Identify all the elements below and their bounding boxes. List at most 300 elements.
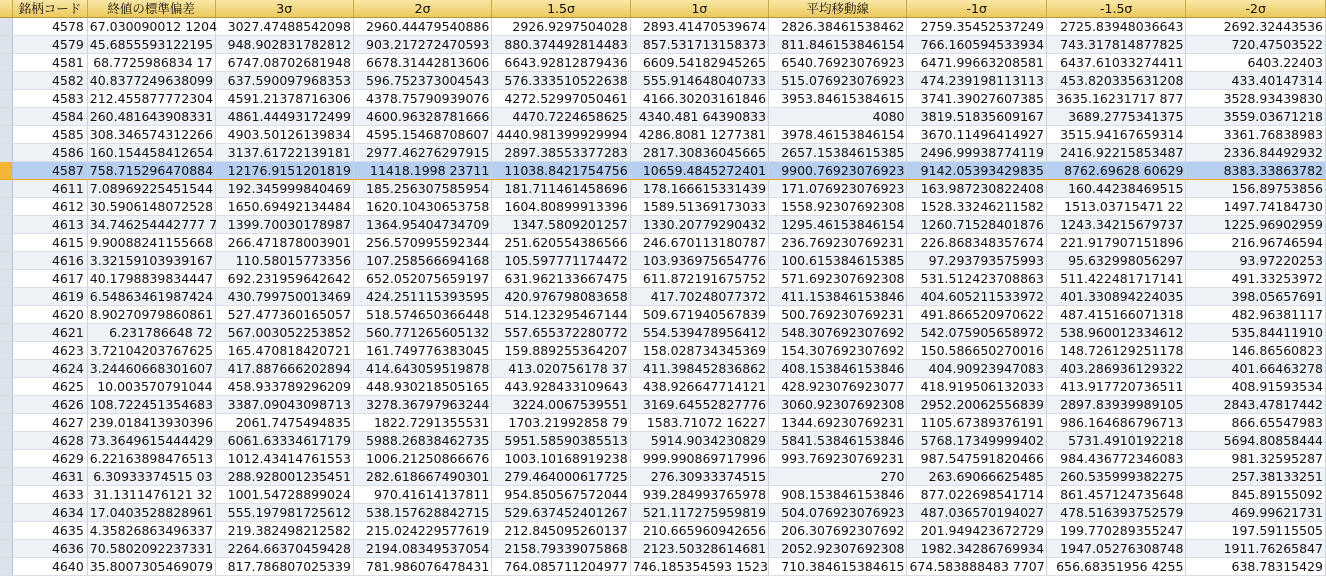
cell-value[interactable]: 908.153846153846 (769, 486, 907, 504)
row-selector[interactable] (0, 468, 13, 486)
cell-value[interactable]: 5768.17349999402 (907, 432, 1046, 450)
cell-value[interactable]: 165.470818420721 (215, 342, 353, 360)
cell-value[interactable]: 4286.8081 1277381 (630, 126, 768, 144)
cell-value[interactable]: 5731.4910192218 (1046, 432, 1185, 450)
cell-value[interactable]: 408.153846153846 (769, 360, 907, 378)
cell-value[interactable]: 954.850567572044 (492, 486, 630, 504)
cell-value[interactable]: 866.65547983 (1186, 414, 1326, 432)
cell-value[interactable]: 288.928001235451 (215, 468, 353, 486)
cell-value[interactable]: 2496.99938774119 (907, 144, 1046, 162)
cell-value[interactable]: 555.197981725612 (215, 504, 353, 522)
cell-value[interactable]: 257.38133251 (1186, 468, 1326, 486)
cell-value[interactable]: 1822.7291355531 (353, 414, 491, 432)
cell-value[interactable]: 720.47503522 (1186, 36, 1326, 54)
row-selector[interactable] (0, 360, 13, 378)
cell-value[interactable]: 3635.16231717 877 (1046, 90, 1185, 108)
cell-code[interactable]: 4631 (13, 468, 88, 486)
cell-value[interactable]: 2843.47817442 (1186, 396, 1326, 414)
cell-value[interactable]: 1620.10430653758 (353, 198, 491, 216)
cell-value[interactable]: 880.374492814483 (492, 36, 630, 54)
row-selector[interactable] (0, 324, 13, 342)
cell-value[interactable]: 150.586650270016 (907, 342, 1046, 360)
cell-value[interactable]: 861.457124735648 (1046, 486, 1185, 504)
row-selector[interactable] (0, 270, 13, 288)
cell-value[interactable]: 414.643059519878 (353, 360, 491, 378)
cell-value[interactable]: 3278.36797963244 (353, 396, 491, 414)
column-header-moving-average[interactable]: 平均移動線 (769, 0, 907, 18)
cell-value[interactable]: 2692.32443536 (1186, 18, 1326, 36)
cell-value[interactable]: 4166.30203161846 (630, 90, 768, 108)
cell-value[interactable]: 8.90270979860861 (87, 306, 215, 324)
cell-value[interactable]: 260.535999382275 (1046, 468, 1185, 486)
column-header-plus-1-5sigma[interactable]: 1.5σ (492, 0, 630, 18)
column-header-stddev[interactable]: 終値の標準偏差 (87, 0, 215, 18)
cell-value[interactable]: 40.1798839834447 (87, 270, 215, 288)
cell-value[interactable]: 105.597771174472 (492, 252, 630, 270)
cell-value[interactable]: 674.583888483 7707 (907, 558, 1046, 576)
table-row[interactable] (0, 540, 1326, 558)
cell-value[interactable]: 418.919506132033 (907, 378, 1046, 396)
cell-value[interactable]: 637.590097968353 (215, 72, 353, 90)
cell-value[interactable]: 10.003570791044 (87, 378, 215, 396)
row-selector[interactable] (0, 414, 13, 432)
cell-code[interactable]: 4634 (13, 504, 88, 522)
cell-value[interactable]: 163.987230822408 (907, 180, 1046, 198)
cell-value[interactable]: 411.398452836862 (630, 360, 768, 378)
cell-value[interactable]: 219.382498212582 (215, 522, 353, 540)
cell-value[interactable]: 4272.52997050461 (492, 90, 630, 108)
cell-value[interactable]: 4080 (769, 108, 907, 126)
cell-value[interactable]: 40.8377249638099 (87, 72, 215, 90)
cell-value[interactable]: 939.284993765978 (630, 486, 768, 504)
cell-value[interactable]: 4470.7224658625 (492, 108, 630, 126)
cell-value[interactable]: 3819.51835609167 (907, 108, 1046, 126)
cell-value[interactable]: 2897.38553377283 (492, 144, 630, 162)
row-selector[interactable] (0, 288, 13, 306)
cell-value[interactable]: 554.539478956412 (630, 324, 768, 342)
cell-value[interactable]: 611.872191675752 (630, 270, 768, 288)
cell-value[interactable]: 4591.21378716306 (215, 90, 353, 108)
cell-value[interactable]: 8762.69628 60629 (1046, 162, 1185, 180)
cell-value[interactable]: 764.085711204977 (492, 558, 630, 576)
cell-code[interactable]: 4583 (13, 90, 88, 108)
cell-value[interactable]: 6437.61033274411 (1046, 54, 1185, 72)
cell-value[interactable]: 413.917720736511 (1046, 378, 1185, 396)
cell-code[interactable]: 4578 (13, 18, 88, 36)
cell-value[interactable]: 2336.84492932 (1186, 144, 1326, 162)
table-row[interactable] (0, 522, 1326, 540)
row-selector[interactable] (0, 522, 13, 540)
cell-value[interactable]: 877.022698541714 (907, 486, 1046, 504)
cell-value[interactable]: 6471.99663208581 (907, 54, 1046, 72)
cell-value[interactable]: 417.887666202894 (215, 360, 353, 378)
cell-value[interactable]: 514.123295467144 (492, 306, 630, 324)
cell-value[interactable]: 1006.21250866676 (353, 450, 491, 468)
cell-code[interactable]: 4581 (13, 54, 88, 72)
cell-value[interactable]: 538.157628842715 (353, 504, 491, 522)
cell-value[interactable]: 308.346574312266 (87, 126, 215, 144)
row-selector[interactable] (0, 144, 13, 162)
table-row[interactable] (0, 18, 1326, 36)
cell-value[interactable]: 5841.53846153846 (769, 432, 907, 450)
cell-value[interactable]: 638.78315429 (1186, 558, 1326, 576)
cell-value[interactable]: 110.58015773356 (215, 252, 353, 270)
cell-value[interactable]: 192.345999840469 (215, 180, 353, 198)
cell-value[interactable]: 1982.34286769934 (907, 540, 1046, 558)
cell-value[interactable]: 4440.981399929994 (492, 126, 630, 144)
cell-value[interactable]: 531.512423708863 (907, 270, 1046, 288)
cell-value[interactable]: 571.692307692308 (769, 270, 907, 288)
cell-value[interactable]: 478.516393752579 (1046, 504, 1185, 522)
cell-value[interactable]: 766.160594533934 (907, 36, 1046, 54)
cell-value[interactable]: 70.5802092237331 (87, 540, 215, 558)
cell-value[interactable]: 692.231959642642 (215, 270, 353, 288)
cell-code[interactable]: 4633 (13, 486, 88, 504)
cell-code[interactable]: 4611 (13, 180, 88, 198)
cell-value[interactable]: 73.3649615444429 (87, 432, 215, 450)
cell-value[interactable]: 404.605211533972 (907, 288, 1046, 306)
cell-value[interactable]: 2052.92307692308 (769, 540, 907, 558)
cell-value[interactable]: 743.317814877825 (1046, 36, 1185, 54)
table-row[interactable] (0, 486, 1326, 504)
cell-value[interactable]: 3387.09043098713 (215, 396, 353, 414)
cell-value[interactable]: 443.928433109643 (492, 378, 630, 396)
table-row[interactable] (0, 72, 1326, 90)
cell-value[interactable]: 2960.44479540886 (353, 18, 491, 36)
cell-value[interactable]: 251.620554386566 (492, 234, 630, 252)
cell-value[interactable]: 9900.76923076923 (769, 162, 907, 180)
row-selector[interactable] (0, 486, 13, 504)
cell-value[interactable]: 158.028734345369 (630, 342, 768, 360)
cell-value[interactable]: 8383.33863782 (1186, 162, 1326, 180)
cell-value[interactable]: 491.866520970622 (907, 306, 1046, 324)
cell-code[interactable]: 4625 (13, 378, 88, 396)
table-row[interactable] (0, 90, 1326, 108)
cell-value[interactable]: 2264.66370459428 (215, 540, 353, 558)
row-selector[interactable] (0, 378, 13, 396)
cell-value[interactable]: 6061.63334617179 (215, 432, 353, 450)
cell-value[interactable]: 482.96381117 (1186, 306, 1326, 324)
cell-value[interactable]: 2123.50328614681 (630, 540, 768, 558)
cell-value[interactable]: 2416.92215853487 (1046, 144, 1185, 162)
cell-value[interactable]: 160.44238469515 (1046, 180, 1185, 198)
cell-value[interactable]: 6609.54182945265 (630, 54, 768, 72)
cell-value[interactable]: 652.052075659197 (353, 270, 491, 288)
cell-value[interactable]: 3689.2775341375 (1046, 108, 1185, 126)
cell-value[interactable]: 1295.46153846154 (769, 216, 907, 234)
cell-value[interactable]: 746.185354593 1523 (630, 558, 768, 576)
cell-value[interactable]: 2952.20062556839 (907, 396, 1046, 414)
cell-value[interactable]: 448.930218505165 (353, 378, 491, 396)
cell-value[interactable]: 1589.51369173033 (630, 198, 768, 216)
cell-value[interactable]: 3978.46153846154 (769, 126, 907, 144)
table-row[interactable] (0, 450, 1326, 468)
cell-value[interactable]: 9.90088241155668 (87, 234, 215, 252)
cell-value[interactable]: 430.799750013469 (215, 288, 353, 306)
cell-value[interactable]: 981.32595287 (1186, 450, 1326, 468)
cell-value[interactable]: 2759.35452537249 (907, 18, 1046, 36)
cell-value[interactable]: 2657.15384615385 (769, 144, 907, 162)
cell-value[interactable]: 103.936975654776 (630, 252, 768, 270)
cell-value[interactable]: 3027.47488542098 (215, 18, 353, 36)
table-row[interactable] (0, 234, 1326, 252)
cell-value[interactable]: 817.786807025339 (215, 558, 353, 576)
cell-value[interactable]: 30.5906148072528 (87, 198, 215, 216)
table-row[interactable] (0, 342, 1326, 360)
cell-value[interactable]: 276.30933374515 (630, 468, 768, 486)
cell-value[interactable]: 201.949423672729 (907, 522, 1046, 540)
cell-value[interactable]: 263.69066625485 (907, 468, 1046, 486)
row-selector[interactable] (0, 558, 13, 576)
cell-value[interactable]: 10659.4845272401 (630, 162, 768, 180)
cell-code[interactable]: 4628 (13, 432, 88, 450)
table-row[interactable] (0, 270, 1326, 288)
cell-value[interactable]: 95.632998056297 (1046, 252, 1185, 270)
cell-value[interactable]: 3515.94167659314 (1046, 126, 1185, 144)
cell-code[interactable]: 4629 (13, 450, 88, 468)
cell-value[interactable]: 527.477360165057 (215, 306, 353, 324)
cell-code[interactable]: 4615 (13, 234, 88, 252)
cell-value[interactable]: 518.574650366448 (353, 306, 491, 324)
cell-value[interactable]: 656.68351956 4255 (1046, 558, 1185, 576)
cell-code[interactable]: 4587 (13, 162, 88, 180)
cell-value[interactable]: 811.846153846154 (769, 36, 907, 54)
cell-value[interactable]: 1012.43414761553 (215, 450, 353, 468)
cell-value[interactable]: 417.70248077372 (630, 288, 768, 306)
table-row[interactable] (0, 288, 1326, 306)
cell-value[interactable]: 156.89753856 (1186, 180, 1326, 198)
row-selector[interactable] (0, 252, 13, 270)
cell-value[interactable]: 12176.9151201819 (215, 162, 353, 180)
cell-value[interactable]: 93.97220253 (1186, 252, 1326, 270)
cell-value[interactable]: 282.618667490301 (353, 468, 491, 486)
cell-value[interactable]: 11038.8421754756 (492, 162, 630, 180)
cell-value[interactable]: 206.307692307692 (769, 522, 907, 540)
column-header-minus-1-5sigma[interactable]: -1.5σ (1046, 0, 1185, 18)
cell-value[interactable]: 154.307692307692 (769, 342, 907, 360)
cell-code[interactable]: 4635 (13, 522, 88, 540)
cell-code[interactable]: 4626 (13, 396, 88, 414)
cell-value[interactable]: 993.769230769231 (769, 450, 907, 468)
row-selector[interactable] (0, 126, 13, 144)
table-row[interactable] (0, 396, 1326, 414)
cell-value[interactable]: 279.464000617725 (492, 468, 630, 486)
column-header-plus-3sigma[interactable]: 3σ (215, 0, 353, 18)
cell-value[interactable]: 567.003052253852 (215, 324, 353, 342)
cell-code[interactable]: 4617 (13, 270, 88, 288)
cell-value[interactable]: 3.72104203767625 (87, 342, 215, 360)
cell-value[interactable]: 557.655372280772 (492, 324, 630, 342)
cell-value[interactable]: 2725.83948036643 (1046, 18, 1185, 36)
row-selector[interactable] (0, 540, 13, 558)
cell-value[interactable]: 404.90923947083 (907, 360, 1046, 378)
row-selector[interactable] (0, 306, 13, 324)
cell-value[interactable]: 2817.30836045665 (630, 144, 768, 162)
cell-value[interactable]: 1344.69230769231 (769, 414, 907, 432)
cell-value[interactable]: 3670.11496414927 (907, 126, 1046, 144)
row-selector[interactable] (0, 108, 13, 126)
cell-value[interactable]: 45.6855593122195 (87, 36, 215, 54)
table-row[interactable] (0, 558, 1326, 576)
cell-code[interactable]: 4621 (13, 324, 88, 342)
cell-value[interactable]: 270 (769, 468, 907, 486)
cell-value[interactable]: 2826.38461538462 (769, 18, 907, 36)
row-selector[interactable] (0, 54, 13, 72)
cell-value[interactable]: 3060.92307692308 (769, 396, 907, 414)
cell-value[interactable]: 986.164686796713 (1046, 414, 1185, 432)
table-row[interactable] (0, 378, 1326, 396)
cell-value[interactable]: 542.075905658972 (907, 324, 1046, 342)
cell-code[interactable]: 4623 (13, 342, 88, 360)
cell-value[interactable]: 487.415166071318 (1046, 306, 1185, 324)
row-selector[interactable] (0, 180, 13, 198)
cell-value[interactable]: 185.256307585954 (353, 180, 491, 198)
cell-value[interactable]: 3953.84615384615 (769, 90, 907, 108)
cell-value[interactable]: 108.722451354683 (87, 396, 215, 414)
cell-value[interactable]: 576.333510522638 (492, 72, 630, 90)
cell-code[interactable]: 4584 (13, 108, 88, 126)
cell-value[interactable]: 178.166615331439 (630, 180, 768, 198)
cell-value[interactable]: 3169.64552827776 (630, 396, 768, 414)
cell-value[interactable]: 987.547591820466 (907, 450, 1046, 468)
cell-value[interactable]: 970.41614137811 (353, 486, 491, 504)
table-row[interactable] (0, 198, 1326, 216)
table-row[interactable] (0, 432, 1326, 450)
cell-value[interactable]: 3.24460668301607 (87, 360, 215, 378)
cell-code[interactable]: 4640 (13, 558, 88, 576)
cell-code[interactable]: 4620 (13, 306, 88, 324)
cell-value[interactable]: 171.076923076923 (769, 180, 907, 198)
cell-value[interactable]: 411.153846153846 (769, 288, 907, 306)
table-row[interactable] (0, 468, 1326, 486)
cell-value[interactable]: 236.769230769231 (769, 234, 907, 252)
cell-code[interactable]: 4624 (13, 360, 88, 378)
cell-value[interactable]: 67.030090012 1204 (87, 18, 215, 36)
cell-value[interactable]: 97.293793575993 (907, 252, 1046, 270)
cell-value[interactable]: 515.076923076923 (769, 72, 907, 90)
cell-value[interactable]: 1347.5809201257 (492, 216, 630, 234)
cell-value[interactable]: 148.726129251178 (1046, 342, 1185, 360)
cell-value[interactable]: 226.868348357674 (907, 234, 1046, 252)
cell-value[interactable]: 146.86560823 (1186, 342, 1326, 360)
cell-value[interactable]: 535.84411910 (1186, 324, 1326, 342)
row-selector[interactable] (0, 72, 13, 90)
row-selector[interactable] (0, 234, 13, 252)
cell-value[interactable]: 3559.03671218 (1186, 108, 1326, 126)
table-row[interactable] (0, 504, 1326, 522)
cell-value[interactable]: 4340.481 64390833 (630, 108, 768, 126)
cell-value[interactable]: 7.08969225451544 (87, 180, 215, 198)
cell-value[interactable]: 215.024229577619 (353, 522, 491, 540)
cell-value[interactable]: 521.117275959819 (630, 504, 768, 522)
cell-value[interactable]: 538.960012334612 (1046, 324, 1185, 342)
cell-value[interactable]: 197.59115505 (1186, 522, 1326, 540)
cell-value[interactable]: 999.990869717996 (630, 450, 768, 468)
cell-value[interactable]: 5988.26838462735 (353, 432, 491, 450)
column-header-minus-1sigma[interactable]: -1σ (907, 0, 1046, 18)
cell-value[interactable]: 2061.7475494835 (215, 414, 353, 432)
cell-value[interactable]: 1558.92307692308 (769, 198, 907, 216)
cell-value[interactable]: 845.89155092 (1186, 486, 1326, 504)
cell-value[interactable]: 401.66463278 (1186, 360, 1326, 378)
cell-value[interactable]: 504.076923076923 (769, 504, 907, 522)
row-selector[interactable] (0, 162, 13, 180)
cell-value[interactable]: 1497.74184730 (1186, 198, 1326, 216)
cell-value[interactable]: 2926.9297504028 (492, 18, 630, 36)
cell-value[interactable]: 5694.80858444 (1186, 432, 1326, 450)
cell-value[interactable]: 160.154458412654 (87, 144, 215, 162)
column-header-code[interactable]: 銘柄コード (13, 0, 88, 18)
cell-value[interactable]: 2897.83939989105 (1046, 396, 1185, 414)
table-row[interactable] (0, 252, 1326, 270)
cell-value[interactable]: 5914.9034230829 (630, 432, 768, 450)
cell-value[interactable]: 2893.41470539674 (630, 18, 768, 36)
cell-value[interactable]: 1650.69492134484 (215, 198, 353, 216)
cell-value[interactable]: 1703.21992858 79 (492, 414, 630, 432)
cell-value[interactable]: 161.749776383045 (353, 342, 491, 360)
cell-value[interactable]: 3741.39027607385 (907, 90, 1046, 108)
cell-value[interactable]: 6403.22403 (1186, 54, 1326, 72)
cell-code[interactable]: 4616 (13, 252, 88, 270)
select-all-corner[interactable] (0, 0, 13, 18)
cell-value[interactable]: 596.752373004543 (353, 72, 491, 90)
cell-value[interactable]: 433.40147314 (1186, 72, 1326, 90)
cell-value[interactable]: 1583.71072 16227 (630, 414, 768, 432)
row-selector[interactable] (0, 36, 13, 54)
cell-value[interactable]: 509.671940567839 (630, 306, 768, 324)
table-row[interactable] (0, 216, 1326, 234)
row-selector[interactable] (0, 198, 13, 216)
cell-value[interactable]: 3137.61722139181 (215, 144, 353, 162)
cell-value[interactable]: 17.0403528828961 (87, 504, 215, 522)
cell-value[interactable]: 6.30933374515 03 (87, 468, 215, 486)
cell-value[interactable]: 428.923076923077 (769, 378, 907, 396)
cell-value[interactable]: 424.251115393595 (353, 288, 491, 306)
cell-value[interactable]: 903.217272470593 (353, 36, 491, 54)
column-header-plus-1sigma[interactable]: 1σ (630, 0, 768, 18)
cell-value[interactable]: 560.771265605132 (353, 324, 491, 342)
cell-code[interactable]: 4585 (13, 126, 88, 144)
cell-value[interactable]: 4.35826863496337 (87, 522, 215, 540)
cell-value[interactable]: 212.455877772304 (87, 90, 215, 108)
cell-value[interactable]: 487.036570194027 (907, 504, 1046, 522)
cell-value[interactable]: 216.96746594 (1186, 234, 1326, 252)
cell-value[interactable]: 1513.03715471 22 (1046, 198, 1185, 216)
table-row[interactable] (0, 126, 1326, 144)
cell-value[interactable]: 246.670113180787 (630, 234, 768, 252)
cell-value[interactable]: 199.770289355247 (1046, 522, 1185, 540)
cell-value[interactable]: 2977.46276297915 (353, 144, 491, 162)
cell-value[interactable]: 1260.71528401876 (907, 216, 1046, 234)
cell-code[interactable]: 4619 (13, 288, 88, 306)
cell-value[interactable]: 2158.79339075868 (492, 540, 630, 558)
cell-value[interactable]: 458.933789296209 (215, 378, 353, 396)
cell-value[interactable]: 3224.0067539551 (492, 396, 630, 414)
cell-code[interactable]: 4579 (13, 36, 88, 54)
cell-value[interactable]: 31.1311476121 32 (87, 486, 215, 504)
table-row[interactable] (0, 144, 1326, 162)
column-header-plus-2sigma[interactable]: 2σ (353, 0, 491, 18)
cell-value[interactable]: 100.615384615385 (769, 252, 907, 270)
cell-value[interactable]: 758.715296470884 (87, 162, 215, 180)
cell-value[interactable]: 210.665960942656 (630, 522, 768, 540)
table-row[interactable] (0, 180, 1326, 198)
row-selector[interactable] (0, 396, 13, 414)
cell-value[interactable]: 1243.34215679737 (1046, 216, 1185, 234)
cell-value[interactable]: 212.845095260137 (492, 522, 630, 540)
cell-value[interactable]: 474.239198113113 (907, 72, 1046, 90)
cell-value[interactable]: 6.22163898476513 (87, 450, 215, 468)
